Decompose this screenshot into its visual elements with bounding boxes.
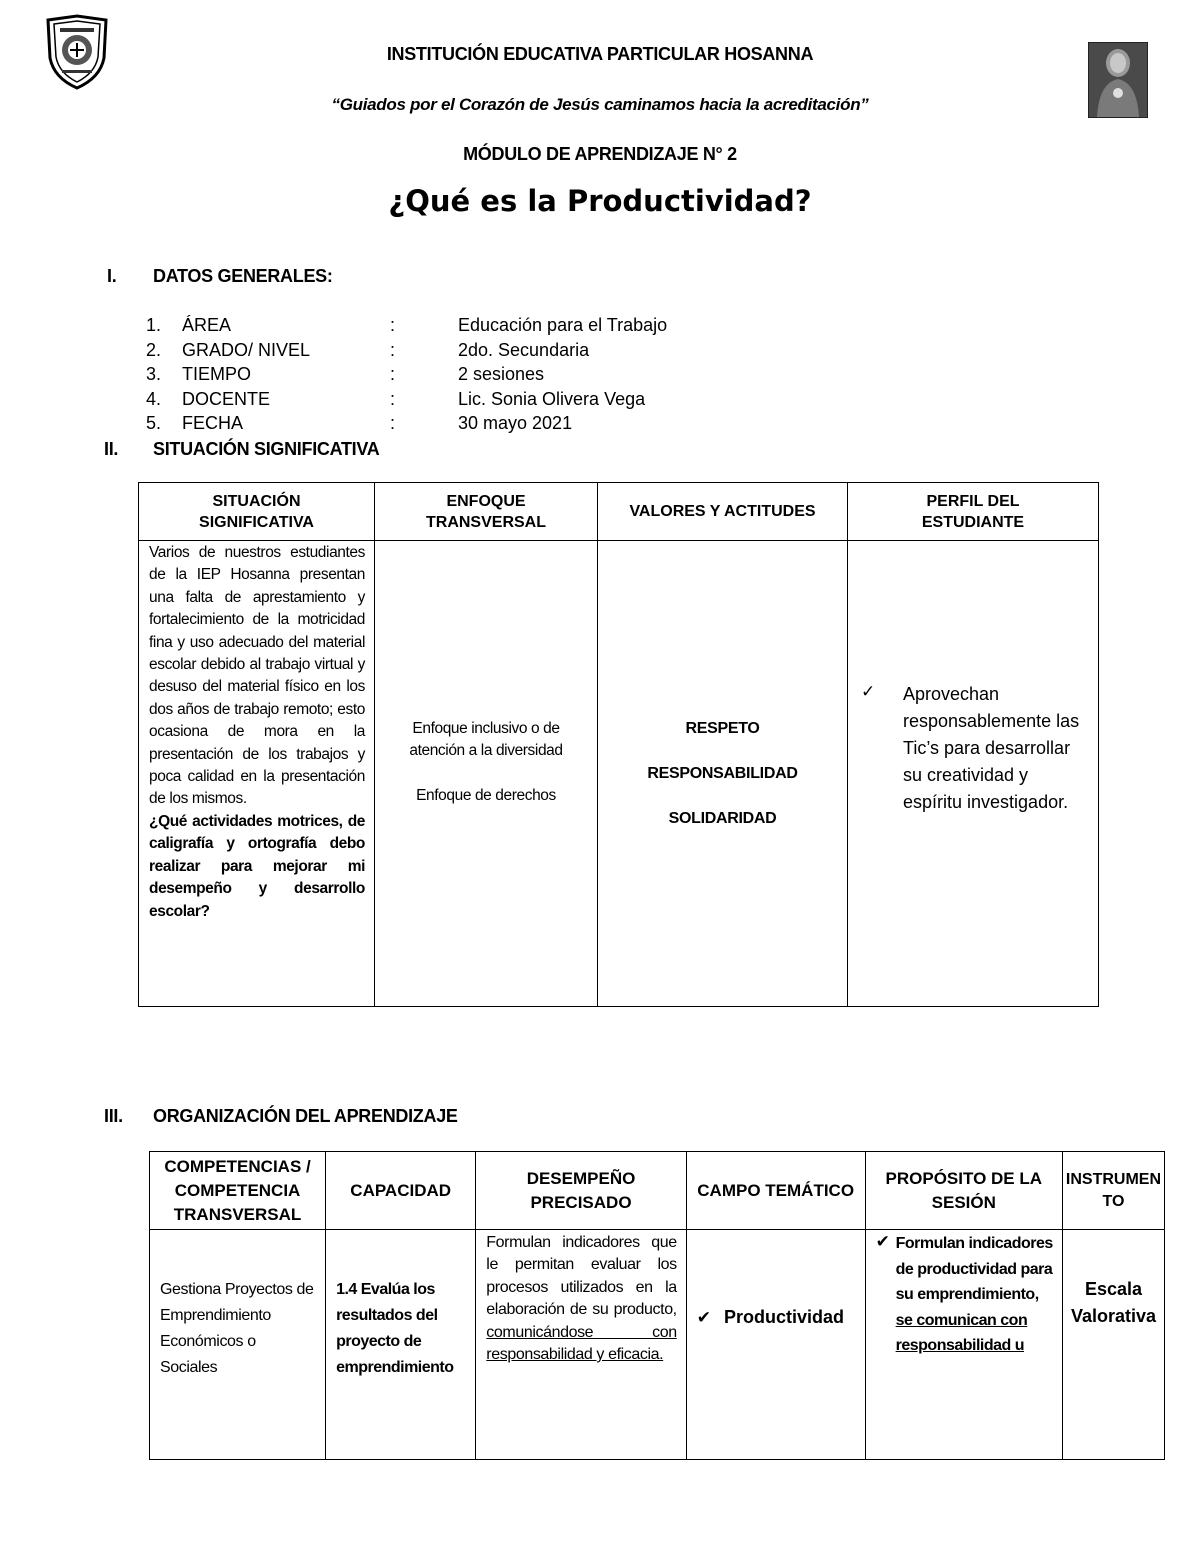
header-campo: CAMPO TEMÁTICO xyxy=(686,1152,865,1230)
situation-table-header-row xyxy=(139,483,1099,541)
proposito-bold: Formulan indicadores de productividad para su emprendimiento, xyxy=(895,1235,1053,1304)
header-enfoque: ENFOQUE TRANSVERSAL xyxy=(375,483,598,541)
item-number: 4. xyxy=(146,388,162,409)
situacion-question: ¿Qué actividades motrices, de caligrafía y ortografía debo realizar para mejorar mi desempeño y desarrollo escolar? xyxy=(149,812,365,920)
item-value: Lic. Sonia Olivera Vega xyxy=(458,388,646,409)
general-data-item xyxy=(146,362,746,387)
header-capacidad: CAPACIDAD xyxy=(326,1152,476,1230)
desempeno-text xyxy=(476,1230,685,1366)
item-number: 3. xyxy=(146,364,162,385)
desempeno-plain: Formulan indicadores que le permitan evaluar los procesos utilizados en la elaboración de su producto, xyxy=(486,1234,677,1319)
page-title: ¿Qué es la Productividad? xyxy=(388,184,812,218)
general-data-item xyxy=(146,338,746,363)
check-icon: ✓ xyxy=(861,682,876,702)
institution-name: INSTITUCIÓN EDUCATIVA PARTICULAR HOSANNA xyxy=(386,44,814,64)
header-competencias: COMPETENCIAS / COMPETENCIA TRANSVERSAL xyxy=(150,1152,326,1230)
item-separator: : xyxy=(390,388,396,409)
module-label: MÓDULO DE APRENDIZAJE N° 2 xyxy=(463,144,737,164)
instrumento-cell xyxy=(1062,1230,1164,1460)
general-data-item xyxy=(146,313,746,338)
item-key: TIEMPO xyxy=(182,364,252,385)
section-1-number: I. xyxy=(107,266,117,286)
competencia-cell xyxy=(150,1230,326,1460)
item-separator: : xyxy=(390,413,396,434)
capacidad-text: 1.4 Evalúa los resultados del proyecto de emprendimiento xyxy=(336,1281,454,1376)
situation-table xyxy=(138,482,1099,1007)
proposito-item xyxy=(866,1230,1062,1359)
header-proposito: PROPÓSITO DE LA SESIÓN xyxy=(865,1152,1062,1230)
item-separator: : xyxy=(390,364,396,385)
campo-cell xyxy=(686,1230,865,1460)
item-value: 30 mayo 2021 xyxy=(458,413,573,434)
capacidad-cell xyxy=(326,1230,476,1460)
header-instrumento: INSTRUMEN TO xyxy=(1062,1152,1164,1230)
section-3-heading xyxy=(104,1106,704,1130)
instrumento-text: Escala Valorativa xyxy=(1070,1279,1157,1326)
header-valores: VALORES Y ACTITUDES xyxy=(598,483,848,541)
item-value: 2 sesiones xyxy=(458,364,545,385)
section-1-title: DATOS GENERALES: xyxy=(153,266,333,286)
campo-item xyxy=(687,1305,865,1330)
enfoque-2: Enfoque de derechos xyxy=(416,786,556,804)
valor-solidaridad: SOLIDARIDAD xyxy=(668,810,777,827)
learning-organization-table xyxy=(149,1151,1165,1460)
header-perfil: PERFIL DEL ESTUDIANTE xyxy=(848,483,1099,541)
item-separator: : xyxy=(390,339,396,360)
section-1-heading xyxy=(107,266,607,290)
general-data-item xyxy=(146,387,746,412)
organization-table-row xyxy=(150,1230,1165,1460)
general-data-list xyxy=(146,313,746,436)
item-number: 5. xyxy=(146,413,162,434)
section-2-heading xyxy=(104,439,604,463)
section-3-number: III. xyxy=(104,1106,123,1126)
valor-respeto: RESPETO xyxy=(685,720,760,737)
checkmark-icon: ✔ xyxy=(875,1232,890,1252)
section-3-title: ORGANIZACIÓN DEL APRENDIZAJE xyxy=(153,1106,458,1126)
desempeno-cell xyxy=(476,1230,686,1460)
item-key: GRADO/ NIVEL xyxy=(182,339,311,360)
enfoque-cell xyxy=(375,541,598,1007)
section-2-title: SITUACIÓN SIGNIFICATIVA xyxy=(153,439,380,459)
item-number: 1. xyxy=(146,315,162,335)
item-key: FECHA xyxy=(182,413,244,434)
institution-motto: “Guiados por el Corazón de Jesús caminamos hacia la acreditación” xyxy=(331,95,869,114)
header-desempeno: DESEMPEÑO PRECISADO xyxy=(476,1152,686,1230)
item-key: DOCENTE xyxy=(182,388,271,409)
proposito-cell xyxy=(865,1230,1062,1460)
valor-responsabilidad: RESPONSABILIDAD xyxy=(647,765,798,782)
situation-table-row xyxy=(139,541,1099,1007)
valores-cell xyxy=(598,541,848,1007)
situacion-text: Varios de nuestros estudiantes de la IEP Hosanna presentan una falta de aprestamiento y fortalecimiento de la motricidad fina y uso adecuado del material escolar debido al trabajo virtual y desuso del material físico en los dos años de trabajo remoto; esto ocasiona de mora en la presentación de los trabajos y poca calidad en la presentación de los mismos. xyxy=(149,544,365,808)
section-2-number: II. xyxy=(104,439,119,459)
desempeno-underlined: comunicándose con responsabilidad y eficacia. xyxy=(486,1323,677,1364)
perfil-text: Aprovechan responsablemente las Tic’s para desarrollar su creatividad y espíritu investigador. xyxy=(903,684,1080,812)
item-value: Educación para el Trabajo xyxy=(458,315,668,335)
header-situacion: SITUACIÓN SIGNIFICATIVA xyxy=(139,483,375,541)
item-key: ÁREA xyxy=(182,315,232,335)
competencia-text: Gestiona Proyectos de Emprendimiento Económicos o Sociales xyxy=(160,1281,314,1376)
perfil-item xyxy=(848,681,1098,816)
item-number: 2. xyxy=(146,339,162,360)
item-separator: : xyxy=(390,315,396,335)
checkmark-icon: ✔ xyxy=(696,1308,711,1328)
proposito-underlined: se comunican con responsabilidad u xyxy=(895,1311,1028,1355)
situacion-cell xyxy=(139,541,375,1007)
organization-table-header-row xyxy=(150,1152,1165,1230)
item-value: 2do. Secundaria xyxy=(458,339,590,360)
perfil-cell xyxy=(848,541,1099,1007)
enfoque-1: Enfoque inclusivo o de atención a la diversidad xyxy=(409,720,563,760)
campo-text: Productividad xyxy=(724,1307,845,1327)
general-data-item xyxy=(146,411,746,436)
